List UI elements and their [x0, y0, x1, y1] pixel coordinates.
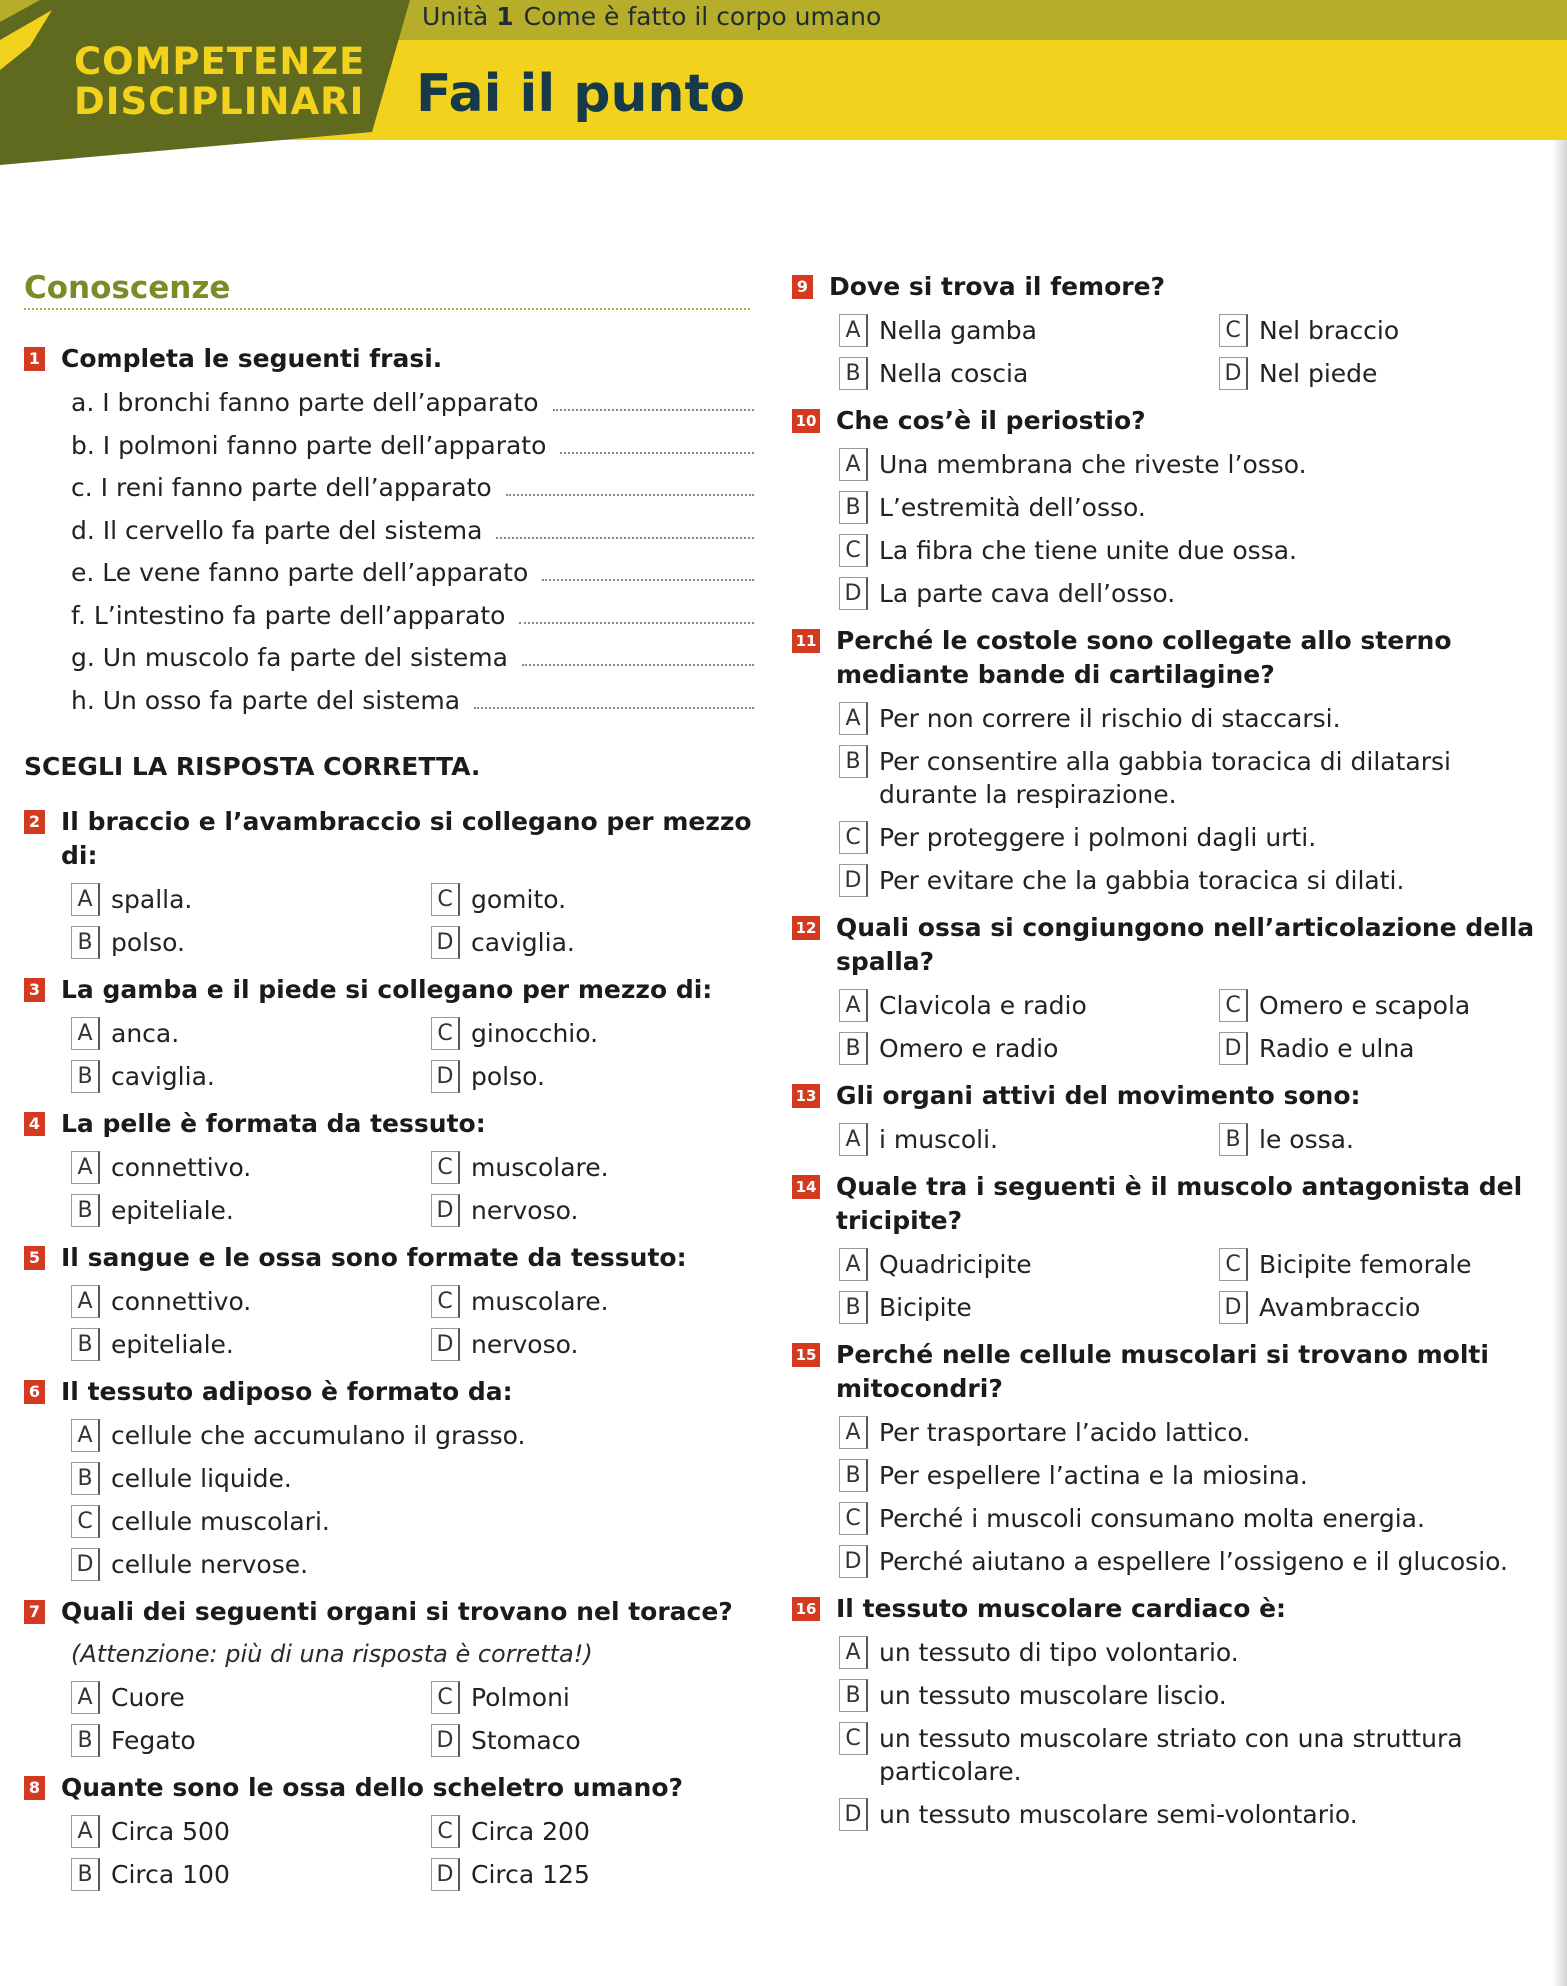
answer-options [71, 1681, 754, 1757]
question-16 [792, 1592, 1542, 1831]
answer-option[interactable] [431, 1060, 791, 1093]
option-letter: A [839, 1248, 868, 1281]
fill-in-row [71, 467, 754, 510]
option-letter: C [839, 1722, 868, 1755]
answer-option[interactable] [71, 1815, 431, 1848]
option-text: Stomaco [471, 1726, 581, 1755]
option-letter: A [839, 1123, 868, 1156]
question-11 [792, 624, 1542, 897]
question-6 [24, 1375, 754, 1581]
page-title: Fai il punto [416, 64, 746, 124]
question-8 [24, 1771, 754, 1891]
answer-option[interactable] [431, 883, 791, 916]
question-14-heading [792, 1170, 1542, 1238]
question-14-text: Quale tra i seguenti è il muscolo antagonista del tricipite? [836, 1172, 1523, 1235]
option-text: Perché aiutano a espellere l’ossigeno e il glucosio. [879, 1547, 1508, 1576]
question-3 [24, 973, 754, 1093]
answer-option[interactable] [839, 448, 1519, 481]
option-text: Perché i muscoli consumano molta energia. [879, 1504, 1425, 1533]
option-letter: A [71, 1681, 100, 1714]
option-text: Per proteggere i polmoni dagli urti. [879, 823, 1317, 852]
answer-option[interactable] [839, 1123, 1219, 1156]
option-text: Circa 200 [471, 1817, 590, 1846]
answer-option[interactable] [839, 1291, 1219, 1324]
answer-option[interactable] [431, 1724, 791, 1757]
question-4-heading [24, 1107, 754, 1141]
option-letter: D [431, 1060, 460, 1093]
option-text: Nel piede [1259, 359, 1378, 388]
option-letter: A [71, 1285, 100, 1318]
answer-option[interactable] [71, 1462, 751, 1495]
question-12-heading [792, 911, 1542, 979]
question-number-badge: 7 [24, 1600, 45, 1624]
option-text: i muscoli. [879, 1125, 998, 1154]
fill-in-prompt: b. I polmoni fanno parte dell’apparato [71, 430, 547, 460]
answer-option[interactable] [71, 1285, 431, 1318]
option-text: Nel braccio [1259, 316, 1400, 345]
answer-option[interactable] [431, 1285, 791, 1318]
answer-option[interactable] [71, 1419, 751, 1452]
answer-options [71, 1419, 754, 1581]
answer-option[interactable] [839, 1248, 1219, 1281]
answer-option[interactable] [839, 491, 1519, 524]
answer-blank[interactable] [542, 553, 754, 581]
option-letter: A [839, 314, 868, 347]
answer-option[interactable] [839, 577, 1519, 610]
answer-option[interactable] [71, 1151, 431, 1184]
answer-option[interactable] [1219, 989, 1519, 1022]
question-number-badge: 5 [24, 1246, 45, 1270]
option-letter: B [839, 491, 868, 524]
option-text: Per trasportare l’acido lattico. [879, 1418, 1251, 1447]
option-text: Circa 100 [111, 1860, 230, 1889]
option-text: spalla. [111, 885, 193, 914]
question-number-badge: 14 [792, 1175, 820, 1199]
answer-options [839, 1416, 1542, 1578]
option-letter: D [839, 1545, 868, 1578]
answer-options [839, 1636, 1542, 1831]
option-text: Fegato [111, 1726, 196, 1755]
option-letter: D [1219, 1291, 1248, 1324]
fill-in-row [71, 637, 754, 680]
option-letter: B [839, 1679, 868, 1712]
answer-blank[interactable] [560, 426, 754, 454]
option-text: Per non correre il rischio di staccarsi. [879, 704, 1341, 733]
option-letter: C [839, 1502, 868, 1535]
question-1-text: Completa le seguenti frasi. [61, 344, 443, 373]
option-letter: C [839, 534, 868, 567]
option-text: cellule muscolari. [111, 1507, 330, 1536]
question-2-heading [24, 805, 754, 873]
option-text: un tessuto di tipo volontario. [879, 1638, 1239, 1667]
question-7-note: (Attenzione: più di una risposta è corretta!) [71, 1640, 593, 1668]
option-letter: D [839, 864, 868, 897]
option-text: epiteliale. [111, 1196, 234, 1225]
question-number-badge: 3 [24, 978, 45, 1002]
option-letter: B [839, 357, 868, 390]
answer-option[interactable] [71, 926, 431, 959]
answer-option[interactable] [839, 357, 1219, 390]
option-text: Per consentire alla gabbia toracica di dilatarsi durante la respirazione. [879, 747, 1451, 809]
option-text: muscolare. [471, 1153, 609, 1182]
option-text: le ossa. [1259, 1125, 1354, 1154]
answer-options [839, 1123, 1542, 1156]
option-text: Omero e scapola [1259, 991, 1471, 1020]
option-letter: B [71, 1462, 100, 1495]
option-letter: B [71, 1194, 100, 1227]
option-text: caviglia. [111, 1062, 215, 1091]
question-10-text: Che cos’è il periostio? [836, 406, 1146, 435]
option-text: polso. [111, 928, 185, 957]
option-letter: B [71, 926, 100, 959]
option-letter: B [71, 1328, 100, 1361]
option-text: cellule liquide. [111, 1464, 292, 1493]
answer-options [839, 314, 1542, 390]
fill-in-prompt: g. Un muscolo fa parte del sistema [71, 643, 508, 672]
option-text: nervoso. [471, 1196, 579, 1225]
left-column [24, 270, 754, 1905]
option-text: un tessuto muscolare semi-volontario. [879, 1800, 1358, 1829]
question-number-badge: 10 [792, 409, 820, 433]
option-text: Per espellere l’actina e la miosina. [879, 1461, 1308, 1490]
question-13-text: Gli organi attivi del movimento sono: [836, 1081, 1361, 1110]
competenze-line2: DISCIPLINARI [74, 80, 365, 123]
answer-option[interactable] [71, 1505, 751, 1538]
question-number-badge: 9 [792, 275, 813, 299]
fill-in-list [71, 382, 754, 722]
unit-number: 1 [496, 2, 514, 31]
answer-blank[interactable] [506, 468, 754, 496]
option-text: Quadricipite [879, 1250, 1032, 1279]
answer-option[interactable] [839, 1636, 1519, 1669]
fill-in-row [71, 680, 754, 723]
answer-option[interactable] [71, 883, 431, 916]
question-10 [792, 404, 1542, 610]
option-letter: A [839, 1416, 868, 1449]
option-text: Per evitare che la gabbia toracica si dilati. [879, 866, 1405, 895]
fill-in-row [71, 382, 754, 425]
answer-options [839, 1248, 1542, 1324]
question-2-text: Il braccio e l’avambraccio si collegano per mezzo di: [61, 807, 752, 870]
answer-option[interactable] [839, 702, 1519, 735]
option-text: anca. [111, 1019, 180, 1048]
question-number-badge: 15 [792, 1343, 820, 1367]
option-text: nervoso. [471, 1330, 579, 1359]
question-5 [24, 1241, 754, 1361]
option-letter: D [431, 1724, 460, 1757]
question-number-badge: 8 [24, 1776, 45, 1800]
question-number-badge: 16 [792, 1597, 820, 1621]
option-letter: B [71, 1724, 100, 1757]
answer-options [839, 989, 1542, 1065]
question-11-heading [792, 624, 1542, 692]
question-3-heading [24, 973, 754, 1007]
question-8-heading [24, 1771, 754, 1805]
option-letter: C [431, 1681, 460, 1714]
fill-in-prompt: c. I reni fanno parte dell’apparato [71, 473, 492, 502]
answer-options [71, 1815, 754, 1891]
option-letter: D [71, 1548, 100, 1581]
answer-option[interactable] [431, 926, 791, 959]
option-letter: A [71, 1815, 100, 1848]
option-letter: B [1219, 1123, 1248, 1156]
answer-blank[interactable] [519, 596, 754, 624]
option-text: Circa 500 [111, 1817, 230, 1846]
question-1-heading [24, 342, 754, 376]
option-letter: D [431, 1858, 460, 1891]
question-16-heading [792, 1592, 1542, 1626]
question-6-text: Il tessuto adiposo è formato da: [61, 1377, 513, 1406]
fill-in-row [71, 510, 754, 553]
right-column [792, 270, 1542, 1845]
option-letter: C [1219, 314, 1248, 347]
question-5-text: Il sangue e le ossa sono formate da tessuto: [61, 1243, 687, 1272]
option-text: cellule nervose. [111, 1550, 309, 1579]
answer-option[interactable] [431, 1151, 791, 1184]
section-divider [24, 308, 750, 310]
question-15-text: Perché nelle cellule muscolari si trovano molti mitocondri? [836, 1340, 1489, 1403]
answer-blank[interactable] [553, 383, 754, 411]
question-7-heading [24, 1595, 754, 1629]
fill-in-row [71, 425, 754, 468]
answer-blank[interactable] [522, 638, 754, 666]
answer-option[interactable] [839, 821, 1519, 854]
question-number-badge: 6 [24, 1380, 45, 1404]
page-edge-shadow [1552, 140, 1567, 1986]
option-letter: C [71, 1505, 100, 1538]
option-text: Polmoni [471, 1683, 570, 1712]
answer-option[interactable] [431, 1815, 791, 1848]
answer-option[interactable] [1219, 1291, 1519, 1324]
question-10-heading [792, 404, 1542, 438]
answer-option[interactable] [839, 1502, 1519, 1535]
question-number-badge: 2 [24, 810, 45, 834]
question-12 [792, 911, 1542, 1065]
option-text: cellule che accumulano il grasso. [111, 1421, 526, 1450]
answer-option[interactable] [839, 1032, 1219, 1065]
question-3-text: La gamba e il piede si collegano per mezzo di: [61, 975, 713, 1004]
question-16-text: Il tessuto muscolare cardiaco è: [836, 1594, 1287, 1623]
answer-option[interactable] [431, 1194, 791, 1227]
answer-option[interactable] [431, 1858, 791, 1891]
option-letter: B [839, 745, 868, 778]
question-number-badge: 12 [792, 916, 820, 940]
answer-option[interactable] [839, 1679, 1519, 1712]
option-letter: C [1219, 1248, 1248, 1281]
answer-option[interactable] [839, 1545, 1519, 1578]
answer-option[interactable] [1219, 1123, 1519, 1156]
question-13 [792, 1079, 1542, 1156]
option-text: muscolare. [471, 1287, 609, 1316]
option-text: Cuore [111, 1683, 185, 1712]
option-letter: B [839, 1032, 868, 1065]
answer-options [71, 883, 754, 959]
question-9-text: Dove si trova il femore? [829, 272, 1166, 301]
answer-option[interactable] [839, 534, 1519, 567]
unit-heading [422, 2, 881, 31]
fill-in-row [71, 595, 754, 638]
answer-blank[interactable] [496, 511, 754, 539]
answer-option[interactable] [431, 1681, 791, 1714]
option-letter: B [71, 1060, 100, 1093]
fill-in-row [71, 552, 754, 595]
answer-option[interactable] [71, 1858, 431, 1891]
answer-option[interactable] [71, 1328, 431, 1361]
question-5-heading [24, 1241, 754, 1275]
option-text: un tessuto muscolare liscio. [879, 1681, 1227, 1710]
question-6-heading [24, 1375, 754, 1409]
option-text: caviglia. [471, 928, 575, 957]
answer-option[interactable] [839, 864, 1519, 897]
option-text: Nella gamba [879, 316, 1037, 345]
question-2 [24, 805, 754, 959]
option-text: un tessuto muscolare striato con una struttura particolare. [879, 1724, 1463, 1786]
question-11-text: Perché le costole sono collegate allo sterno mediante bande di cartilagine? [836, 626, 1452, 689]
option-letter: D [1219, 357, 1248, 390]
fill-in-prompt: h. Un osso fa parte del sistema [71, 685, 461, 715]
option-letter: C [431, 1151, 460, 1184]
answer-option[interactable] [839, 1416, 1519, 1449]
answer-options [839, 448, 1542, 610]
answer-option[interactable] [839, 989, 1219, 1022]
unit-title: Come è fatto il corpo umano [523, 2, 882, 31]
question-9 [792, 270, 1542, 390]
answer-option[interactable] [431, 1017, 791, 1050]
competenze-line1: COMPETENZE [74, 40, 366, 83]
answer-option[interactable] [1219, 1032, 1519, 1065]
option-letter: A [71, 883, 100, 916]
question-9-heading [792, 270, 1542, 304]
answer-option[interactable] [839, 745, 1519, 811]
answer-option[interactable] [71, 1681, 431, 1714]
answer-option[interactable] [431, 1328, 791, 1361]
answer-options [71, 1151, 754, 1227]
answer-option[interactable] [1219, 1248, 1519, 1281]
answer-option[interactable] [71, 1724, 431, 1757]
question-7 [24, 1595, 754, 1757]
unit-label: Unità [422, 2, 489, 31]
option-letter: D [839, 1798, 868, 1831]
question-12-text: Quali ossa si congiungono nell’articolazione della spalla? [836, 913, 1535, 976]
competenze-label [74, 42, 404, 122]
option-letter: B [839, 1291, 868, 1324]
answer-option[interactable] [839, 1459, 1519, 1492]
option-text: connettivo. [111, 1153, 252, 1182]
fill-in-prompt: a. I bronchi fanno parte dell’apparato [71, 388, 539, 417]
question-15-heading [792, 1338, 1542, 1406]
question-1 [24, 342, 754, 722]
answer-options [71, 1285, 754, 1361]
answer-blank[interactable] [474, 681, 754, 709]
question-number-badge: 11 [792, 629, 820, 653]
answer-option[interactable] [1219, 314, 1519, 347]
instruction-heading: SCEGLI LA RISPOSTA CORRETTA. [24, 752, 481, 781]
answer-option[interactable] [71, 1017, 431, 1050]
answer-options [839, 702, 1542, 897]
option-letter: C [1219, 989, 1248, 1022]
question-4 [24, 1107, 754, 1227]
option-letter: C [431, 883, 460, 916]
option-text: Avambraccio [1259, 1293, 1421, 1322]
option-text: Una membrana che riveste l’osso. [879, 450, 1307, 479]
question-number-badge: 13 [792, 1084, 820, 1108]
question-14 [792, 1170, 1542, 1324]
answer-option[interactable] [1219, 357, 1519, 390]
section-title: Conoscenze [24, 270, 231, 306]
option-text: Radio e ulna [1259, 1034, 1415, 1063]
option-letter: D [839, 577, 868, 610]
question-13-heading [792, 1079, 1542, 1113]
option-letter: A [71, 1151, 100, 1184]
option-letter: A [71, 1017, 100, 1050]
option-text: Bicipite femorale [1259, 1250, 1472, 1279]
option-letter: D [1219, 1032, 1248, 1065]
option-text: connettivo. [111, 1287, 252, 1316]
question-4-text: La pelle è formata da tessuto: [61, 1109, 486, 1138]
option-text: epiteliale. [111, 1330, 234, 1359]
question-number-badge: 1 [24, 347, 45, 371]
option-text: L’estremità dell’osso. [879, 493, 1146, 522]
option-letter: B [71, 1858, 100, 1891]
option-letter: A [839, 448, 868, 481]
question-7-text: Quali dei seguenti organi si trovano nel torace? [61, 1597, 733, 1626]
option-letter: A [839, 1636, 868, 1669]
option-text: ginocchio. [471, 1019, 599, 1048]
fill-in-prompt: d. Il cervello fa parte del sistema [71, 515, 483, 545]
option-letter: A [839, 989, 868, 1022]
option-text: Clavicola e radio [879, 991, 1087, 1020]
option-text: La fibra che tiene unite due ossa. [879, 536, 1297, 565]
answer-option[interactable] [839, 1722, 1519, 1788]
answer-options [71, 1017, 754, 1093]
option-text: La parte cava dell’osso. [879, 579, 1176, 608]
question-number-badge: 4 [24, 1112, 45, 1136]
option-letter: D [431, 926, 460, 959]
answer-option[interactable] [71, 1060, 431, 1093]
option-text: gomito. [471, 885, 567, 914]
option-text: Circa 125 [471, 1860, 590, 1889]
fill-in-prompt: e. Le vene fanno parte dell’apparato [71, 558, 529, 587]
option-letter: C [839, 821, 868, 854]
question-15 [792, 1338, 1542, 1578]
option-text: Nella coscia [879, 359, 1029, 388]
option-text: Bicipite [879, 1293, 972, 1322]
option-letter: D [431, 1194, 460, 1227]
option-letter: B [839, 1459, 868, 1492]
option-text: Omero e radio [879, 1034, 1059, 1063]
answer-option[interactable] [71, 1548, 751, 1581]
option-letter: C [431, 1815, 460, 1848]
answer-option[interactable] [71, 1194, 431, 1227]
answer-option[interactable] [839, 1798, 1519, 1831]
option-letter: A [71, 1419, 100, 1452]
fill-in-prompt: f. L’intestino fa parte dell’apparato [71, 600, 506, 630]
option-text: polso. [471, 1062, 545, 1091]
option-letter: C [431, 1285, 460, 1318]
option-letter: D [431, 1328, 460, 1361]
option-letter: C [431, 1017, 460, 1050]
answer-option[interactable] [839, 314, 1219, 347]
option-letter: A [839, 702, 868, 735]
question-8-text: Quante sono le ossa dello scheletro umano? [61, 1773, 683, 1802]
